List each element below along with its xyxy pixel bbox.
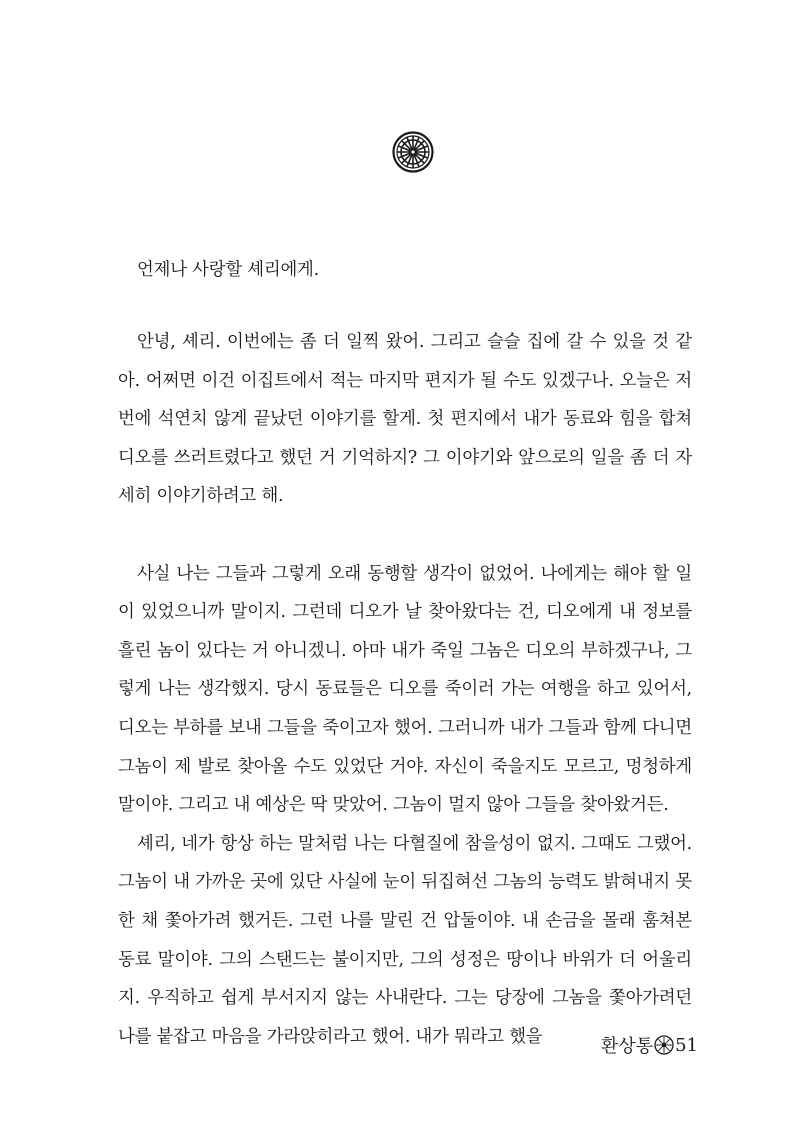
letter-paragraphs: [118, 323, 692, 1056]
paragraph: 셰리, 네가 항상 하는 말처럼 나는 다혈질에 참을성이 없지. 그때도 그랬어. 그놈이 내 가까운 곳에 있단 사실에 눈이 뒤집혀선 그놈의 능력도 밝혀내지 못한 채 쫓아가려 했거든. 그런 나를 말린 건 압둘이야. 내 손금을 몰래 훔쳐본 동료 말이야. 그의 스탠드는 불이지만, 그의 성정은 땅이나 바위가 더 어울리지. 우직하고 쉽게 부서지지 않는 사내란다. 그는 당장에 그놈을 쫓아가려던 나를 붙잡고 마음을 가라앉히라고 했어. 내가 뭐라고 했을: [118, 833, 692, 1047]
paragraph-gap: [118, 516, 692, 555]
page-number: 51: [675, 1034, 698, 1056]
paragraph: 사실 나는 그들과 그렇게 오래 동행할 생각이 없었어. 나에게는 해야 할 일이 있었으니까 말이지. 그런데 디오가 날 찾아왔다는 건, 디오에게 내 정보를 흘린 놈이 있다는 거 아니겠니. 아마 내가 죽일 그놈은 디오의 부하겠구나, 그렇게 나는 생각했지. 당시 동료들은 디오를 죽이러 가는 여행을 하고 있어서, 디오는 부하를 보내 그들을 죽이고자 했어. 그러니까 내가 그들과 함께 다니면 그놈이 제 발로 찾아올 수도 있었단 거야. 자신이 죽을지도 모르고, 멍청하게 말이야. 그리고 내 예상은 딱 맞았어. 그놈이 멀지 않아 그들을 찾아왔거든.: [118, 563, 692, 816]
paragraph: 안녕, 셰리. 이번에는 좀 더 일찍 왔어. 그리고 슬슬 집에 갈 수 있을 것 같아. 어쩌면 이건 이집트에서 적는 마지막 편지가 될 수도 있겠구나. 오늘은 저번에 석연치 않게 끝났던 이야기를 할게. 첫 편지에서 내가 동료와 힘을 합쳐 디오를 쓰러트렸다고 했던 거 기억하지? 그 이야기와 앞으로의 일을 좀 더 자세히 이야기하려고 해.: [118, 332, 692, 507]
letter-body: [118, 251, 692, 290]
greeting-line: 언제나 사랑할 셰리에게.: [137, 260, 319, 280]
book-title: 환상통: [600, 1036, 654, 1057]
dharma-wheel-ornament-icon: [392, 131, 434, 173]
page-footer: [601, 1032, 698, 1058]
small-dharma-wheel-icon: [654, 1035, 674, 1055]
